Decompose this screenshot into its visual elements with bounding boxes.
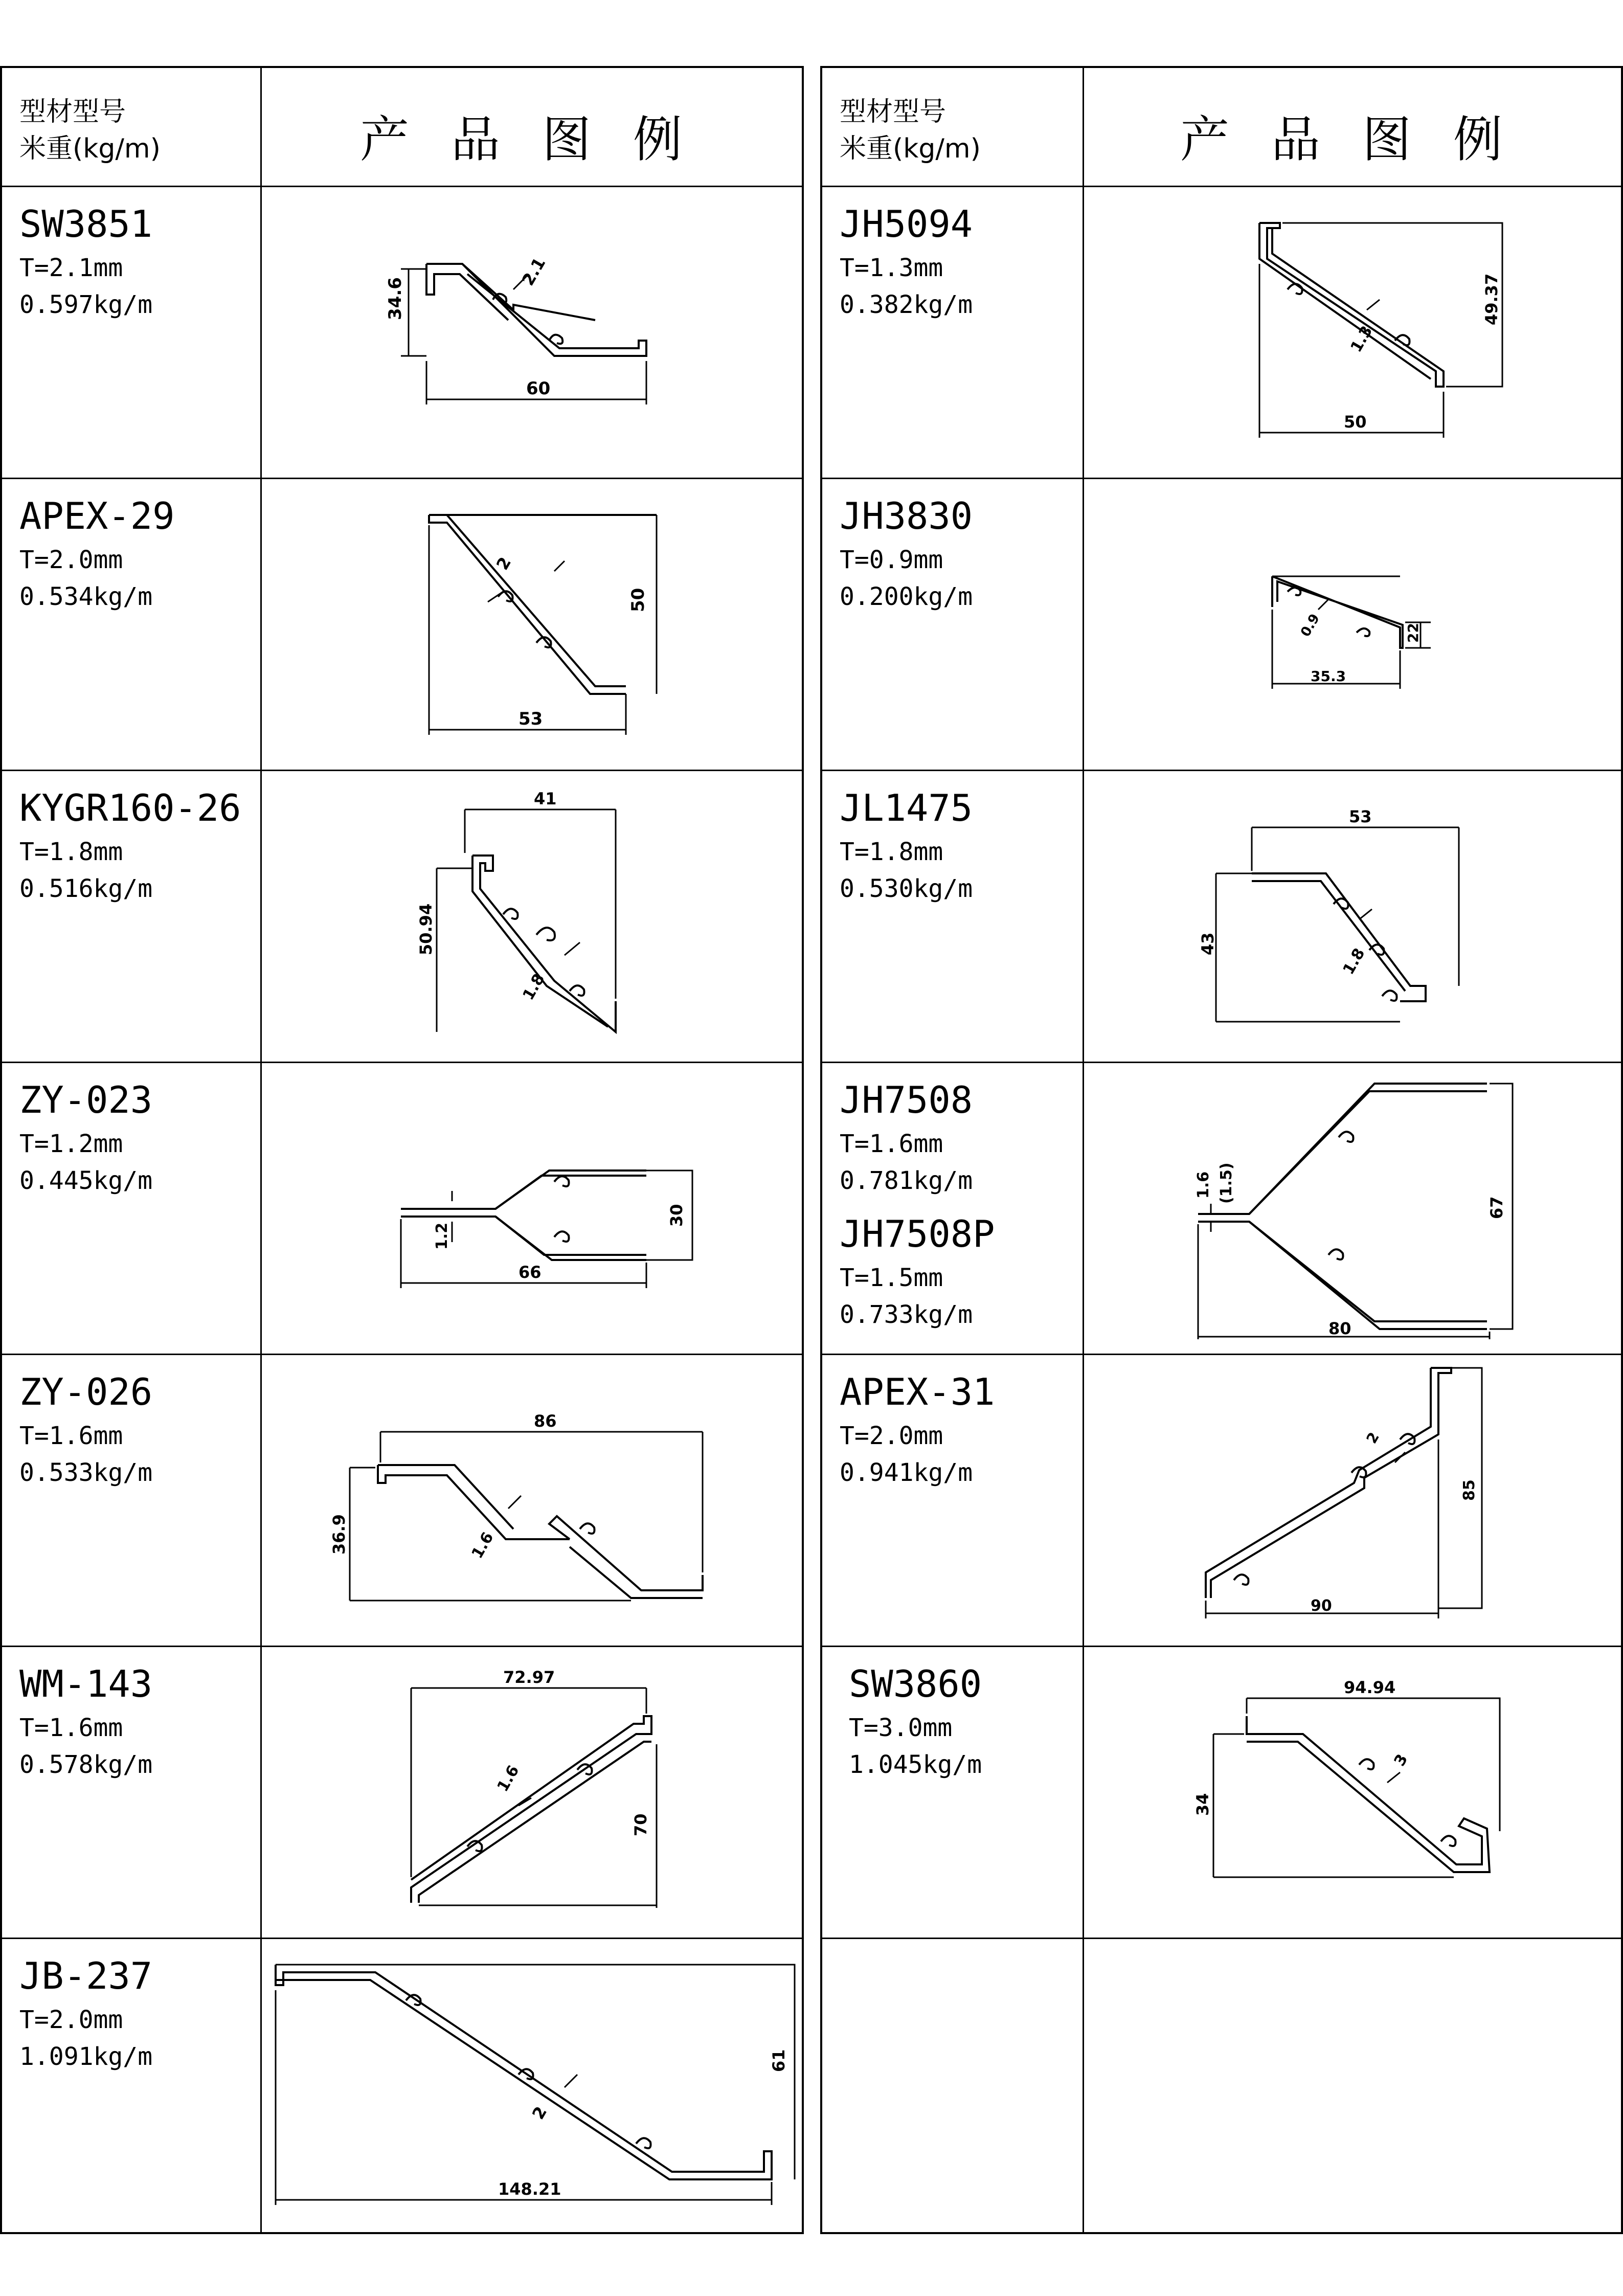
- dim-height: 30: [667, 1204, 686, 1227]
- product-weight: 0.781kg/m: [840, 1166, 973, 1195]
- dim-thickness: 1.3: [1347, 323, 1377, 355]
- dim-thickness: 1.8: [1339, 945, 1369, 978]
- product-info: [840, 198, 973, 323]
- profile-drawing: [1193, 1662, 1564, 1903]
- product-thickness: T=1.2mm: [19, 1130, 123, 1158]
- product-name: APEX-29: [19, 494, 175, 537]
- dim-thickness: 1.6: [493, 1762, 523, 1795]
- product-weight: 0.445kg/m: [19, 1166, 153, 1195]
- header-labels: [840, 94, 981, 167]
- product-thickness: T=1.3mm: [840, 254, 943, 282]
- profile-drawing: [401, 510, 667, 745]
- dim-width: 72.97: [503, 1668, 555, 1687]
- model-label: 型材型号: [19, 97, 126, 127]
- product-info: [19, 1950, 152, 2075]
- dim-height: 50.94: [416, 903, 436, 955]
- header-row: [2, 68, 802, 187]
- product-thickness: T=0.9mm: [840, 546, 943, 574]
- product-row: [822, 1063, 1621, 1355]
- product-row: [822, 187, 1621, 479]
- product-name: JH3830: [840, 494, 973, 537]
- product-info: [19, 782, 241, 907]
- left-table: [0, 66, 804, 2234]
- profile-drawing: [324, 1406, 723, 1626]
- product-name: APEX-31: [840, 1370, 995, 1413]
- product-info: [19, 1074, 152, 1199]
- product-row: [2, 187, 802, 479]
- product-weight: 0.382kg/m: [840, 290, 973, 319]
- profile-drawing: [396, 1124, 703, 1309]
- product-weight: 0.533kg/m: [19, 1458, 153, 1487]
- product-thickness: T=3.0mm: [849, 1714, 953, 1742]
- dim-height: 22: [1405, 623, 1422, 643]
- profile-drawing: [1198, 792, 1477, 1037]
- product-row: [822, 1647, 1621, 1939]
- profile-drawing: [401, 1662, 667, 1928]
- product-info: [19, 490, 174, 615]
- dim-thickness: 2.1: [518, 254, 550, 289]
- dim-width: 80: [1328, 1319, 1351, 1338]
- profile-drawing: [1196, 1363, 1564, 1634]
- product-name: ZY-026: [19, 1370, 153, 1413]
- dim-height: 67: [1487, 1196, 1506, 1219]
- product-row: [822, 479, 1621, 771]
- dim-thickness: 1.6: [1194, 1171, 1212, 1199]
- dim-height: 34.6: [385, 277, 405, 320]
- dim-thickness: 2: [492, 553, 515, 573]
- profile-drawing: [268, 1960, 800, 2215]
- product-row: [2, 1939, 802, 2232]
- empty-row: [822, 1939, 1621, 2232]
- header-row: [822, 68, 1621, 187]
- product-info: [19, 1658, 152, 1783]
- dim-width: 90: [1311, 1597, 1332, 1615]
- dim-height: 36.9: [329, 1514, 349, 1555]
- dim-width: 41: [534, 789, 557, 808]
- product-row: [2, 1355, 802, 1647]
- product-weight: 0.516kg/m: [19, 874, 153, 903]
- dim-height: 70: [631, 1813, 650, 1836]
- dim-width: 60: [526, 378, 551, 399]
- product-name: JB-237: [19, 1954, 153, 1997]
- product-weight: 0.578kg/m: [19, 1750, 153, 1779]
- dim-thickness-variant: (1.5): [1218, 1162, 1235, 1204]
- product-weight: 0.200kg/m: [840, 582, 973, 611]
- product-row: [822, 771, 1621, 1063]
- product-thickness: T=2.0mm: [840, 1422, 943, 1450]
- header-title: 产品图例: [1180, 111, 1544, 168]
- product-row: [2, 771, 802, 1063]
- product-thickness: T=2.0mm: [19, 2006, 123, 2034]
- product-name: JH7508: [840, 1078, 973, 1121]
- dim-width: 53: [1349, 807, 1372, 826]
- dim-width: 35.3: [1311, 668, 1346, 685]
- profile-drawing: [1180, 1071, 1548, 1347]
- profile-drawing: [1242, 218, 1507, 458]
- product-row: [2, 479, 802, 771]
- product-thickness: T=1.6mm: [840, 1130, 943, 1158]
- product-thickness: T=1.6mm: [19, 1422, 123, 1450]
- product-weight: 0.941kg/m: [840, 1458, 973, 1487]
- product-thickness: T=2.0mm: [19, 546, 123, 574]
- product-weight: 1.045kg/m: [849, 1750, 982, 1779]
- dim-thickness: 1.8: [519, 971, 549, 1003]
- product-thickness: T=2.1mm: [19, 254, 123, 282]
- dim-width: 53: [519, 709, 543, 729]
- dim-height: 61: [769, 2049, 788, 2072]
- dim-height: 49.37: [1482, 273, 1501, 325]
- dim-thickness: 3: [1390, 1751, 1412, 1769]
- product-row: [2, 1647, 802, 1939]
- dim-width: 50: [1344, 412, 1367, 432]
- product-info: [840, 490, 973, 615]
- header-labels: [19, 94, 161, 167]
- product-weight: 0.534kg/m: [19, 582, 153, 611]
- dim-thickness: 1.2: [433, 1222, 451, 1250]
- product-info: [19, 198, 152, 323]
- profile-drawing: [360, 238, 667, 433]
- model-label: 型材型号: [840, 97, 946, 127]
- profile-drawing: [401, 786, 636, 1042]
- product-row: [2, 1063, 802, 1355]
- weight-label: 米重(kg/m): [19, 133, 161, 164]
- product-name: JH5094: [840, 202, 973, 245]
- product-thickness-variant: T=1.5mm: [840, 1264, 943, 1292]
- product-info: [840, 1366, 995, 1491]
- product-name-variant: JH7508P: [840, 1212, 995, 1255]
- product-name: ZY-023: [19, 1078, 153, 1121]
- product-row: [822, 1355, 1621, 1647]
- product-info: [840, 1074, 995, 1333]
- profile-drawing: [1262, 561, 1426, 694]
- product-info: [840, 782, 973, 907]
- dim-thickness: 0.9: [1298, 611, 1323, 640]
- product-weight: 0.597kg/m: [19, 290, 153, 319]
- dim-thickness: 2: [1363, 1429, 1383, 1447]
- right-table: [820, 66, 1623, 2234]
- product-weight: 1.091kg/m: [19, 2042, 153, 2071]
- product-name: WM-143: [19, 1662, 153, 1705]
- dim-width: 94.94: [1344, 1678, 1396, 1697]
- dim-height: 34: [1193, 1793, 1212, 1816]
- product-name: SW3851: [19, 202, 153, 245]
- dim-height: 50: [628, 588, 648, 612]
- product-info: [849, 1658, 982, 1783]
- dim-width: 86: [534, 1411, 557, 1431]
- dim-width: 148.21: [498, 2179, 561, 2199]
- weight-label: 米重(kg/m): [840, 133, 981, 164]
- dim-height: 43: [1198, 932, 1218, 955]
- product-thickness: T=1.6mm: [19, 1714, 123, 1742]
- product-thickness: T=1.8mm: [19, 838, 123, 866]
- product-weight-variant: 0.733kg/m: [840, 1300, 973, 1329]
- product-name: KYGR160-26: [19, 786, 241, 829]
- product-weight: 0.530kg/m: [840, 874, 973, 903]
- product-name: SW3860: [849, 1662, 982, 1705]
- dim-width: 66: [519, 1263, 542, 1282]
- product-thickness: T=1.8mm: [840, 838, 943, 866]
- header-title: 产品图例: [360, 111, 724, 168]
- product-info: [19, 1366, 152, 1491]
- product-name: JL1475: [840, 786, 973, 829]
- dim-thickness: 1.6: [468, 1529, 498, 1562]
- dim-height: 85: [1460, 1479, 1478, 1501]
- dim-thickness: 2: [528, 2103, 551, 2123]
